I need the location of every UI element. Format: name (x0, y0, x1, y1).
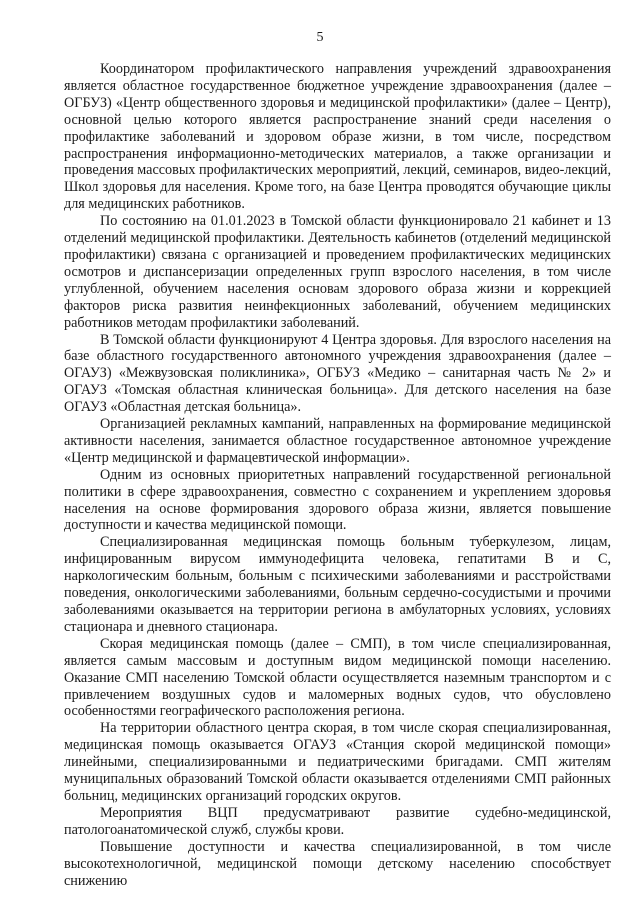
paragraph-pediatric-care: Повышение доступности и качества специализированной, в том числе высокотехнологичной, медицинской помощи детскому населению способствует снижению (64, 838, 611, 889)
paragraph-advertising-campaigns: Организацией рекламных кампаний, направленных на формирование медицинской активности населения, занимается областное государственное автономное учреждение «Центр медицинской и фармацевтической информации». (64, 416, 611, 466)
paragraph-emergency-care: Скорая медицинская помощь (далее – СМП), в том числе специализированная, является самым массовым и доступным видом медицинской помощи населению. Оказание СМП населению Томской области осуществляется наземным транспортом и с привлечением воздушных судов и маломерных водных судов, что обусловлено особенностями географического расположения региона. (64, 635, 611, 720)
paragraph-vcp-measures: Мероприятия ВЦП предусматривают развитие судебно-медицинской, патологоанатомической служб, службы крови. (64, 804, 611, 838)
paragraph-prevention-offices: По состоянию на 01.01.2023 в Томской области функционировало 21 кабинет и 13 отделений медицинской профилактики. Деятельность кабинетов (отделений медицинской профилактики) связана с организацией и проведением профилактических медицинских осмотров и диспансеризации определенных групп взрослого населения, в том числе углубленной, обучением населения основам здорового образа жизни и коррекцией факторов риска развития неинфекционных заболеваний, обучением медицинских работников методам профилактики заболеваний. (64, 213, 611, 331)
paragraph-health-centers: В Томской области функционируют 4 Центра здоровья. Для взрослого населения на базе областного государственного автономного учреждения здравоохранения (далее – ОГАУЗ) «Межвузовская поликлиника», ОГБУЗ «Медико – санитарная часть № 2» и ОГАУЗ «Томская областная клиническая больница». Для детского населения на базе ОГАУЗ «Областная детская больница». (64, 331, 611, 416)
paragraph-coordinator: Координатором профилактического направления учреждений здравоохранения является областное государственное бюджетное учреждение здравоохранения (далее – ОГБУЗ) «Центр общественного здоровья и медицинской профилактики» (далее – Центр), основной целью которого является распространение знаний среди населения о профилактике заболеваний и здоровом образе жизни, в том числе, посредством распространения информационно-методических материалов, а также организации и проведения массовых профилактических мероприятий, лекций, семинаров, видео-лекций, Школ здоровья для населения. Кроме того, на базе Центра проводятся обучающие циклы для медицинских работников. (64, 61, 611, 213)
page-number: 5 (316, 30, 324, 45)
paragraph-specialized-care: Специализированная медицинская помощь больным туберкулезом, лицам, инфицированным вирусом иммунодефицита человека, гепатитами В и С, наркологическим больным, больным с психическими заболеваниями и расстройствами поведения, онкологическими заболеваниями, больным сердечно-сосудистыми и прочими заболеваниями оказывается на территории региона в амбулаторных условиях, условиях стационара и дневного стационара. (64, 534, 611, 635)
paragraph-regional-policy: Одним из основных приоритетных направлений государственной региональной политики в сфере здравоохранения, совместно с сохранением и укреплением здоровья населения на основе формирования здорового образа жизни, является повышение доступности и качества медицинской помощи. (64, 466, 611, 534)
paragraph-emergency-station: На территории областного центра скорая, в том числе скорая специализированная, медицинская помощь оказывается ОГАУЗ «Станция скорой медицинской помощи» линейными, специализированными и педиатрическими бригадами. СМП жителям муниципальных образований Томской области оказывается отделениями СМП районных больниц, медицинских организаций городских округов. (64, 720, 611, 804)
document-body (64, 61, 611, 889)
